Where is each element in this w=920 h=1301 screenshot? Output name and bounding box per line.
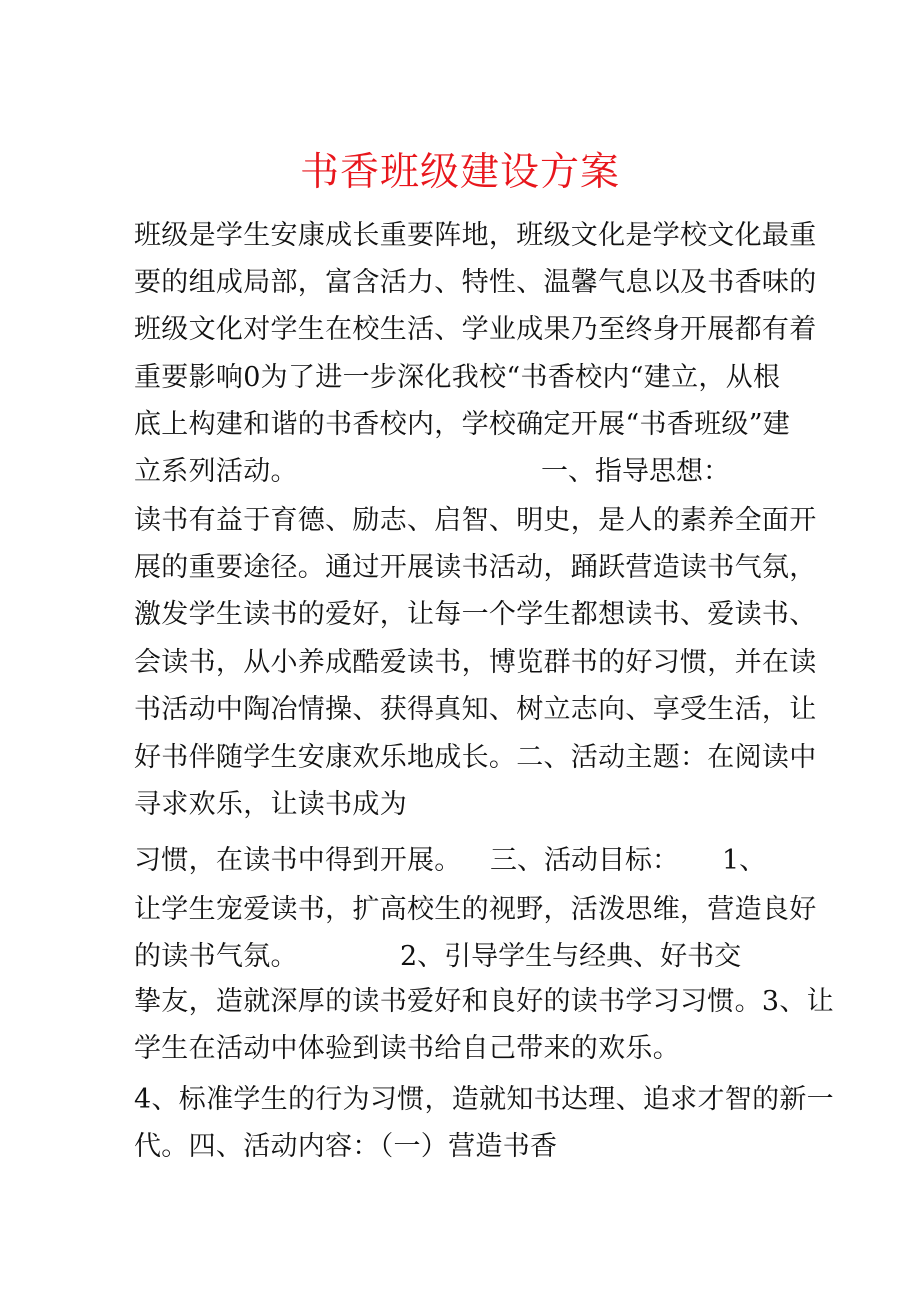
paragraph-line-10: 会读书，从小养成酷爱读书，博览群书的好习惯，并在读 [134, 647, 817, 678]
paragraph-line-1: 班级是学生安康成长重要阵地，班级文化是学校文化最重 [134, 220, 817, 251]
paragraph-line-18: 学生在活动中体验到读书给自己带来的欢乐。 [134, 1033, 680, 1064]
paragraph-line-20: 代。四、活动内容：（一）营造书香 [134, 1131, 558, 1162]
section-heading-guiding-ideas: 一、指导思想： [541, 456, 730, 487]
paragraph-line-11: 书活动中陶冶情操、获得真知、树立志向、享受生活，让 [134, 694, 817, 725]
paragraph-line-3: 班级文化对学生在校生活、学业成果乃至终身开展都有着 [134, 314, 817, 345]
paragraph-line-14: 习惯，在读书中得到开展。 [134, 845, 462, 876]
paragraph-line-9: 激发学生读书的爱好，让每一个学生都想读书、爱读书、 [134, 599, 817, 630]
paragraph-line-15: 让学生宠爱读书，扩高校生的视野，活泼思维，营造良好 [134, 894, 817, 925]
paragraph-line-19: 4、标准学生的行为习惯，造就知书达理、追求才智的新一 [134, 1084, 834, 1115]
paragraph-line-4: 重要影响0为了进一步深化我校“书香校内“建立，从根 [134, 362, 781, 393]
paragraph-line-6: 立系列活动。 [134, 456, 298, 487]
goal-item-2: 2、引导学生与经典、好书交 [400, 941, 742, 972]
paragraph-line-5: 底上构建和谐的书香校内，学校确定开展“书香班级”建 [134, 409, 791, 440]
document-title: 书香班级建设方案 [299, 150, 620, 195]
paragraph-line-7: 读书有益于育德、励志、启智、明史，是人的素养全面开 [134, 505, 817, 536]
paragraph-line-2: 要的组成局部，富含活力、特性、温馨气息以及书香味的 [134, 267, 817, 298]
paragraph-line-16: 的读书气氛。 [134, 941, 298, 972]
paragraph-line-12: 好书伴随学生安康欢乐地成长。二、活动主题：在阅读中 [134, 742, 817, 773]
goal-number-1: 1、 [722, 845, 767, 876]
paragraph-line-17: 挚友，造就深厚的读书爱好和良好的读书学习习惯。3、让 [134, 986, 834, 1017]
section-heading-activity-goals: 三、活动目标： [490, 845, 679, 876]
paragraph-line-13: 寻求欢乐，让读书成为 [134, 789, 407, 820]
paragraph-line-8: 展的重要途径。通过开展读书活动，踊跃营造读书气氛， [134, 552, 817, 583]
